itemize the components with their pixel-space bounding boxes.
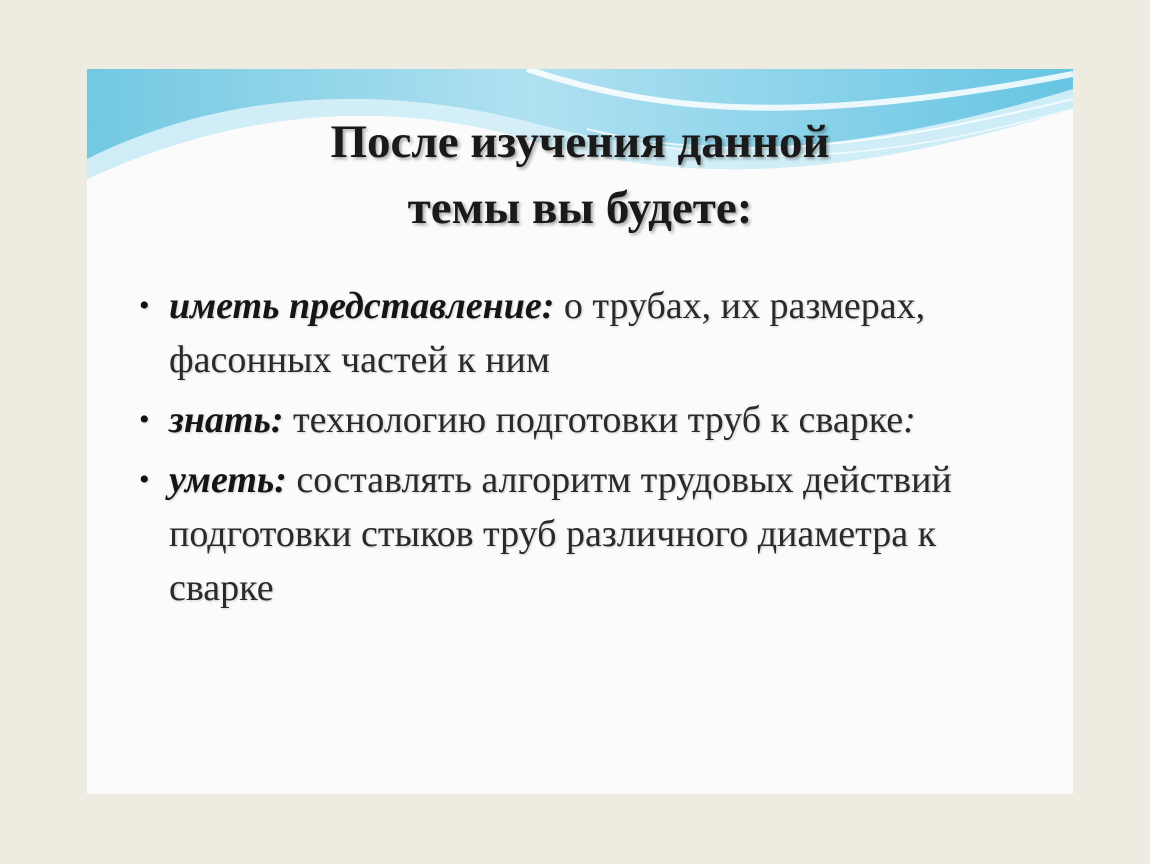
bullet-icon: • [139,403,150,436]
objectives-list [139,279,1039,621]
item-term: иметь представление: [169,285,555,327]
item-term: уметь: [169,459,287,501]
item-text: о трубах, их размерах, фасонных частей к ним [169,285,926,381]
item-text: составлять алгоритм трудовых действий подготовки стыков труб различного диаметра к сварке [169,459,952,609]
bullet-icon: • [139,289,150,322]
title-line-1: После изучения данной [330,116,830,168]
slide-title [87,109,1073,241]
bullet-icon: • [139,463,150,496]
list-item [139,279,1039,387]
list-item [139,453,1039,615]
title-line-2: темы вы будете: [407,182,753,234]
item-text: технологию подготовки труб к сварке [283,399,904,441]
list-item [139,393,1039,447]
slide [87,69,1073,794]
item-suffix: : [903,399,916,441]
item-term: знать: [169,399,284,441]
